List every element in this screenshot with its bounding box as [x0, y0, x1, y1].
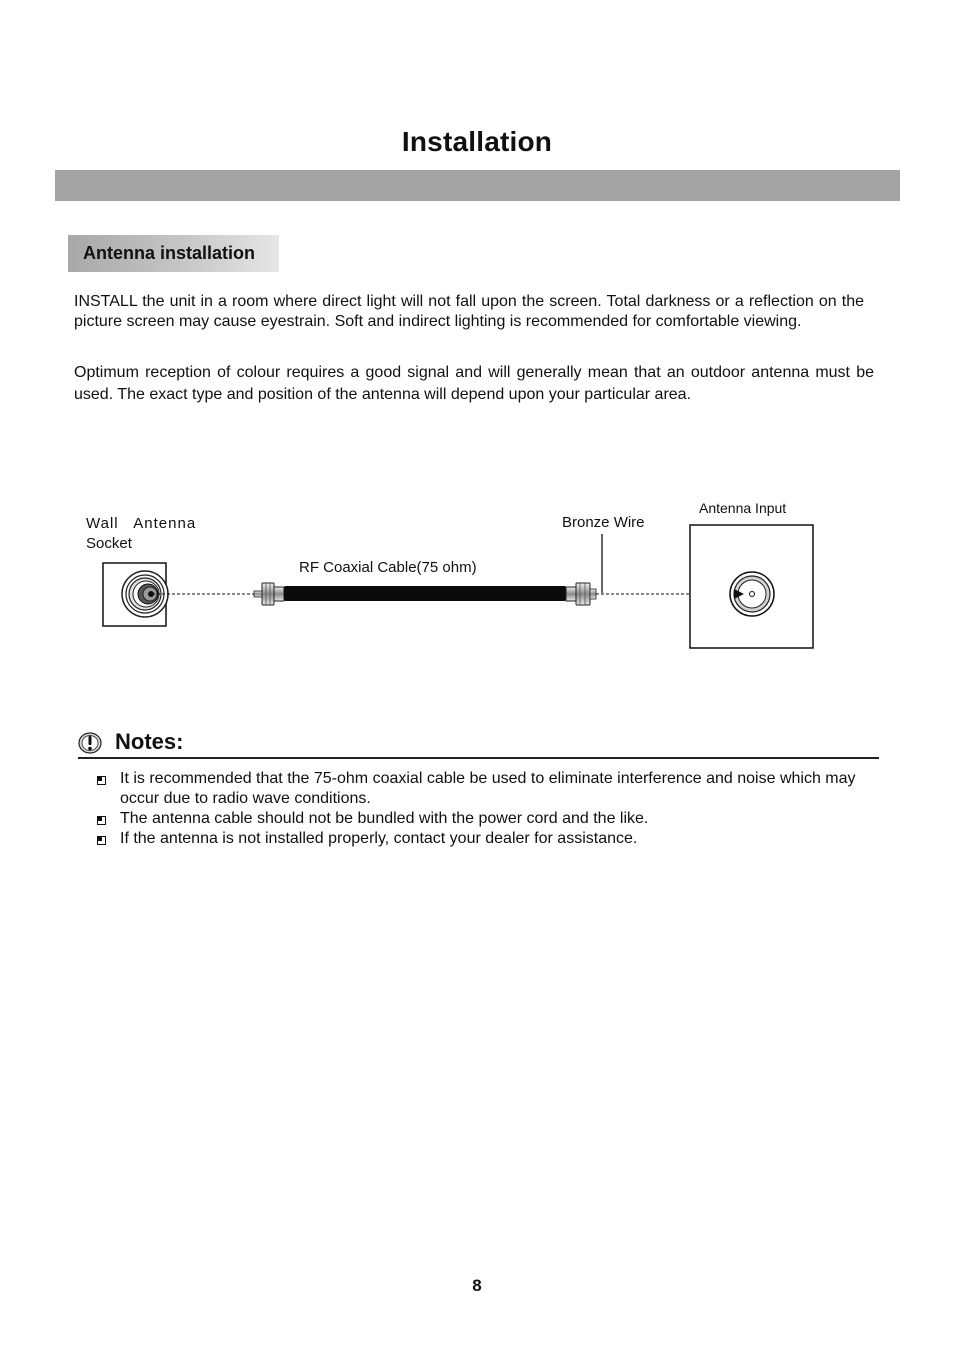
antenna-input-label: Antenna Input: [699, 500, 787, 516]
list-item: [96, 809, 886, 829]
antenna-input-socket-icon: [690, 525, 813, 648]
list-item: [96, 769, 886, 809]
page-title: Installation: [401, 126, 553, 157]
coaxial-cable: [284, 586, 566, 601]
notes-header: [78, 729, 879, 759]
checkbox-bullet-icon: [97, 816, 106, 825]
section-heading: Antenna installation: [68, 235, 279, 272]
list-item: [96, 829, 886, 849]
note-text: If the antenna is not installed properly, contact your dealer for assistance.: [120, 830, 638, 847]
title-bar: [55, 170, 900, 201]
checkbox-bullet-icon: [97, 776, 106, 785]
checkbox-bullet-icon: [97, 836, 106, 845]
wall-socket-label-2: Socket: [86, 535, 132, 552]
exclamation-icon: [78, 732, 102, 754]
notes-list: [96, 769, 886, 849]
note-text: The antenna cable should not be bundled with the power cord and the like.: [120, 810, 649, 827]
notes-title: Notes:: [115, 729, 184, 754]
left-cable-connector: [254, 583, 284, 605]
right-cable-connector: [566, 583, 596, 605]
reception-paragraph: Optimum reception of colour requires a good signal and will generally mean that an outdoor antenna must be used. The exact type and position of the antenna will depend upon your particular area.: [74, 364, 874, 403]
page-number: 8: [472, 1276, 482, 1295]
note-text: It is recommended that the 75-ohm coaxial cable be used to eliminate interference and noise which may occur due to radio wave conditions.: [120, 770, 856, 807]
antenna-connection-diagram: [0, 490, 954, 670]
cable-label: RF Coaxial Cable(75 ohm): [299, 559, 477, 576]
install-paragraph: INSTALL the unit in a room where direct light will not fall upon the screen. Total darkness or a reflection on the picture screen may cause eyestrain. Soft and indirect lighting is recommended for comfortable viewing.: [74, 293, 864, 330]
wall-socket-label: Wall Antenna: [86, 515, 197, 532]
bronze-wire-label: Bronze Wire: [562, 514, 645, 531]
